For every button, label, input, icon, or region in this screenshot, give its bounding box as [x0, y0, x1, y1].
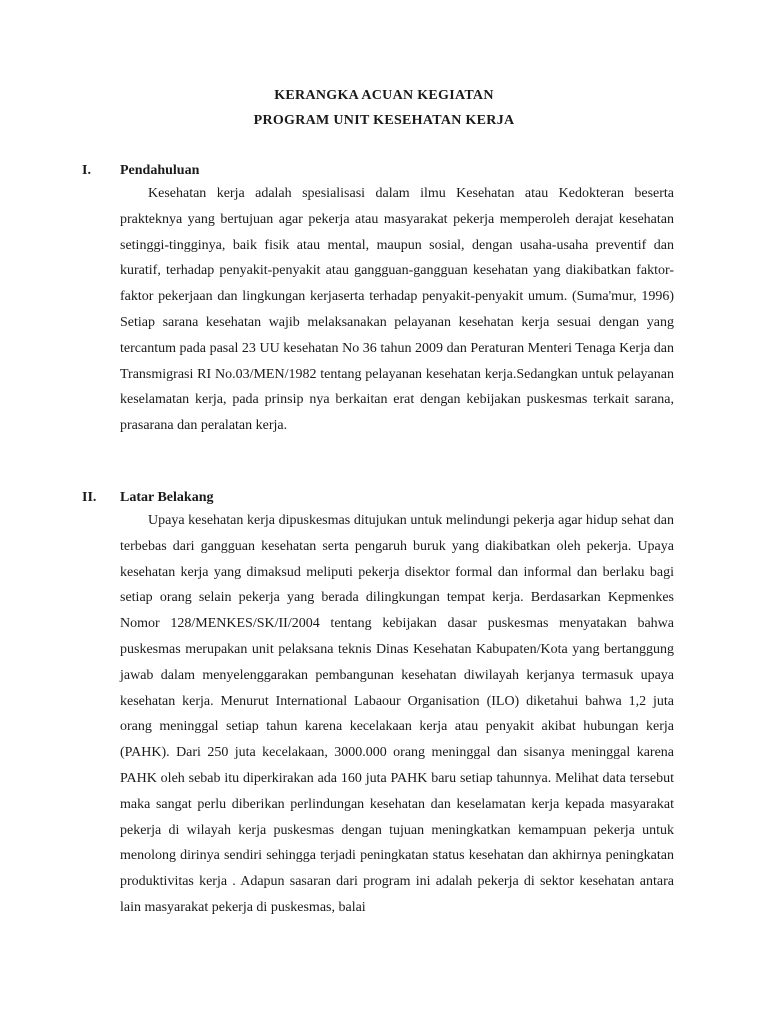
section-1-number: I.: [82, 163, 91, 178]
section-2-heading: Latar Belakang: [120, 490, 214, 505]
section-1-heading: Pendahuluan: [120, 163, 200, 178]
document-title-line-1: KERANGKA ACUAN KEGIATAN: [274, 88, 494, 103]
section-2-paragraph: Upaya kesehatan kerja dipuskesmas ditujukan untuk melindungi pekerja agar hidup sehat dan terbebas dari gangguan kesehatan serta pengaruh buruk yang diakibatkan oleh pekerja. Upaya kesehatan kerja yang dimaksud meliputi pekerja disektor formal dan informal dan berlaku bagi setiap orang selain pekerja yang berada dilingkungan tempat kerja. Berdasarkan Kepmenkes Nomor 128/MENKES/SK/II/2004 tentang kebijakan dasar puskesmas menyatakan bahwa puskesmas merupakan unit pelaksana teknis Dinas Kesehatan Kabupaten/Kota yang bertanggung jawab dalam menyelenggarakan pembangunan kesehatan diwilayah kerjanya termasuk upaya kesehatan kerja. Menurut International Labaour Organisation (ILO) diketahui bahwa 1,2 juta orang meninggal setiap tahun karena kecelakaan kerja atau penyakit akibat hubungan kerja (PAHK). Dari 250 juta kecelakaan, 3000.000 orang meninggal dan sisanya meninggal karena PAHK oleh sebab itu diperkirakan ada 160 juta PAHK baru setiap tahunnya. Melihat data tersebut maka sangat perlu diberikan perlindungan kesehatan dan keselamatan kerja kepada masyarakat pekerja di wilayah kerja puskesmas dengan tujuan meningkatkan kemampuan pekerja untuk menolong dirinya sendiri sehingga terjadi peningkatan status kesehatan dan akhirnya peningkatan produktivitas kerja . Adapun sasaran dari program ini adalah pekerja di sektor kesehatan antara lain masyarakat pekerja di puskesmas, balai: [120, 513, 674, 915]
section-2-number: II.: [82, 490, 97, 505]
document-title-line-2: PROGRAM UNIT KESEHATAN KERJA: [253, 113, 515, 128]
section-1-paragraph: Kesehatan kerja adalah spesialisasi dalam ilmu Kesehatan atau Kedokteran beserta prakteknya yang bertujuan agar pekerja atau masyarakat pekerja memperoleh derajat kesehatan setinggi-tingginya, baik fisik atau mental, maupun sosial, dengan usaha-usaha preventif dan kuratif, terhadap penyakit-penyakit atau gangguan-gangguan kesehatan yang diakibatkan faktor-faktor pekerjaan dan lingkungan kerjaserta terhadap penyakit-penyakit umum. (Suma'mur, 1996) Setiap sarana kesehatan wajib melaksanakan pelayanan kesehatan kerja sesuai dengan yang tercantum pada pasal 23 UU kesehatan No 36 tahun 2009 dan Peraturan Menteri Tenaga Kerja dan Transmigrasi RI No.03/MEN/1982 tentang pelayanan kesehatan kerja.Sedangkan untuk pelayanan keselamatan kerja, pada prinsip nya berkaitan erat dengan kebijakan puskesmas terkait sarana, prasarana dan peralatan kerja.: [120, 186, 674, 434]
